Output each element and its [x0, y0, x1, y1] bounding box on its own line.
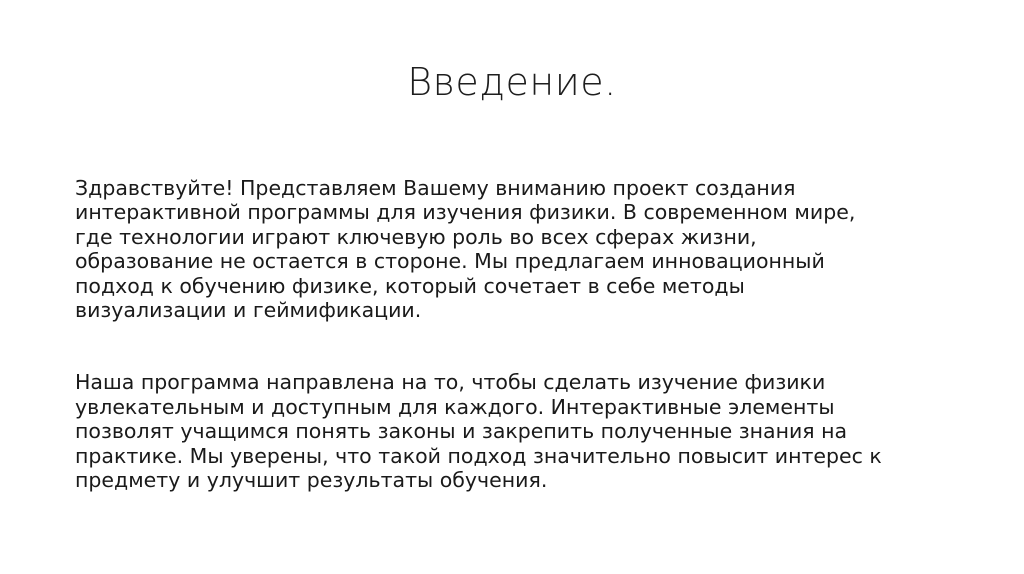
text-line: визуализации и геймификации. [75, 298, 422, 323]
text-line: практике. Мы уверены, что такой подход значительно повысит интерес к [75, 443, 882, 468]
text-line: Здравствуйте! Представляем Вашему вниманию проект создания [75, 176, 796, 200]
paragraph-program [75, 370, 955, 492]
text-line: позволят учащимся понять законы и закрепить полученные знания на [75, 419, 848, 444]
paragraph-intro [75, 176, 955, 322]
slide-body [75, 176, 955, 492]
text-line: интерактивной программы для изучения физики. В современном мире, [75, 200, 856, 225]
text-line: подход к обучению физике, который сочетает в себе методы [75, 273, 745, 298]
text-line: Наша программа направлена на то, чтобы сделать изучение физики [75, 370, 826, 395]
text-line: образование не остается в стороне. Мы предлагаем инновационный [75, 249, 825, 274]
slide-title: Введение. [407, 60, 617, 104]
text-line: где технологии играют ключевую роль во всех сферах жизни, [75, 224, 757, 249]
text-line: предмету и улучшит результаты обучения. [75, 468, 548, 493]
text-line: увлекательным и доступным для каждого. Интерактивные элементы [75, 394, 835, 419]
